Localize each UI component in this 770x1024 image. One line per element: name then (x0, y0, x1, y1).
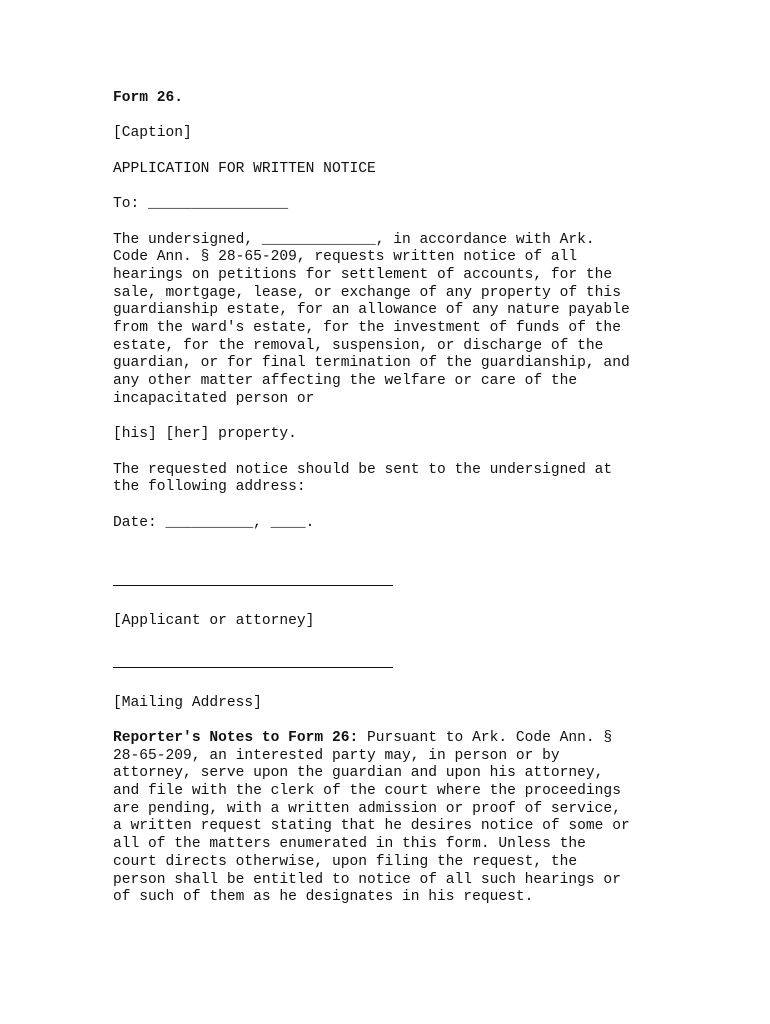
notes-label: Reporter's Notes to Form 26: (113, 729, 359, 746)
date-line: Date: __________, ____. (113, 514, 315, 531)
property-line: [his] [her] property. (113, 426, 297, 443)
applicant-signature-line (113, 585, 393, 586)
caption-placeholder: [Caption] (113, 125, 192, 142)
applicant-label: [Applicant or attorney] (113, 613, 315, 630)
form-title: Form 26. (113, 90, 184, 106)
body-paragraph: The undersigned, _____________, in accordance with Ark. Code Ann. § 28-65-209, requests written notice of all hearings on petitions for settlement of accounts, for the sale, mortgage, lease, or exchange of any property of this guardianship estate, for an allowance of any nature payable from the ward's estate, for the investment of funds of the estate, for the removal, suspension, or discharge of the guardian, or for final termination of the guardianship, and any other matter affecting the welfare or care of the incapacitated person or (113, 231, 630, 407)
notes-text: Pursuant to Ark. Code Ann. § 28-65-209, an interested party may, in person or by attorney, serve upon the guardian and upon his attorney, and file with the clerk of the court where the proceedings are pending, with a written admission or proof of service, a written request stating that he desires notice of some or all of the matters enumerated in this form. Unless the court directs otherwise, upon filing the request, the person shall be entitled to notice of all such hearings or of such of them as he designates in his request. (113, 729, 630, 906)
signature-spacer (113, 550, 673, 585)
mailing-spacer (113, 649, 673, 667)
document-page (113, 90, 673, 925)
mailing-label: [Mailing Address] (113, 694, 262, 711)
mailing-address-line (113, 667, 393, 668)
reporters-notes (113, 730, 673, 907)
document-heading: APPLICATION FOR WRITTEN NOTICE (113, 160, 376, 177)
address-paragraph: The requested notice should be sent to the undersigned at the following address: (113, 461, 613, 496)
to-line: To: ________________ (113, 196, 289, 213)
